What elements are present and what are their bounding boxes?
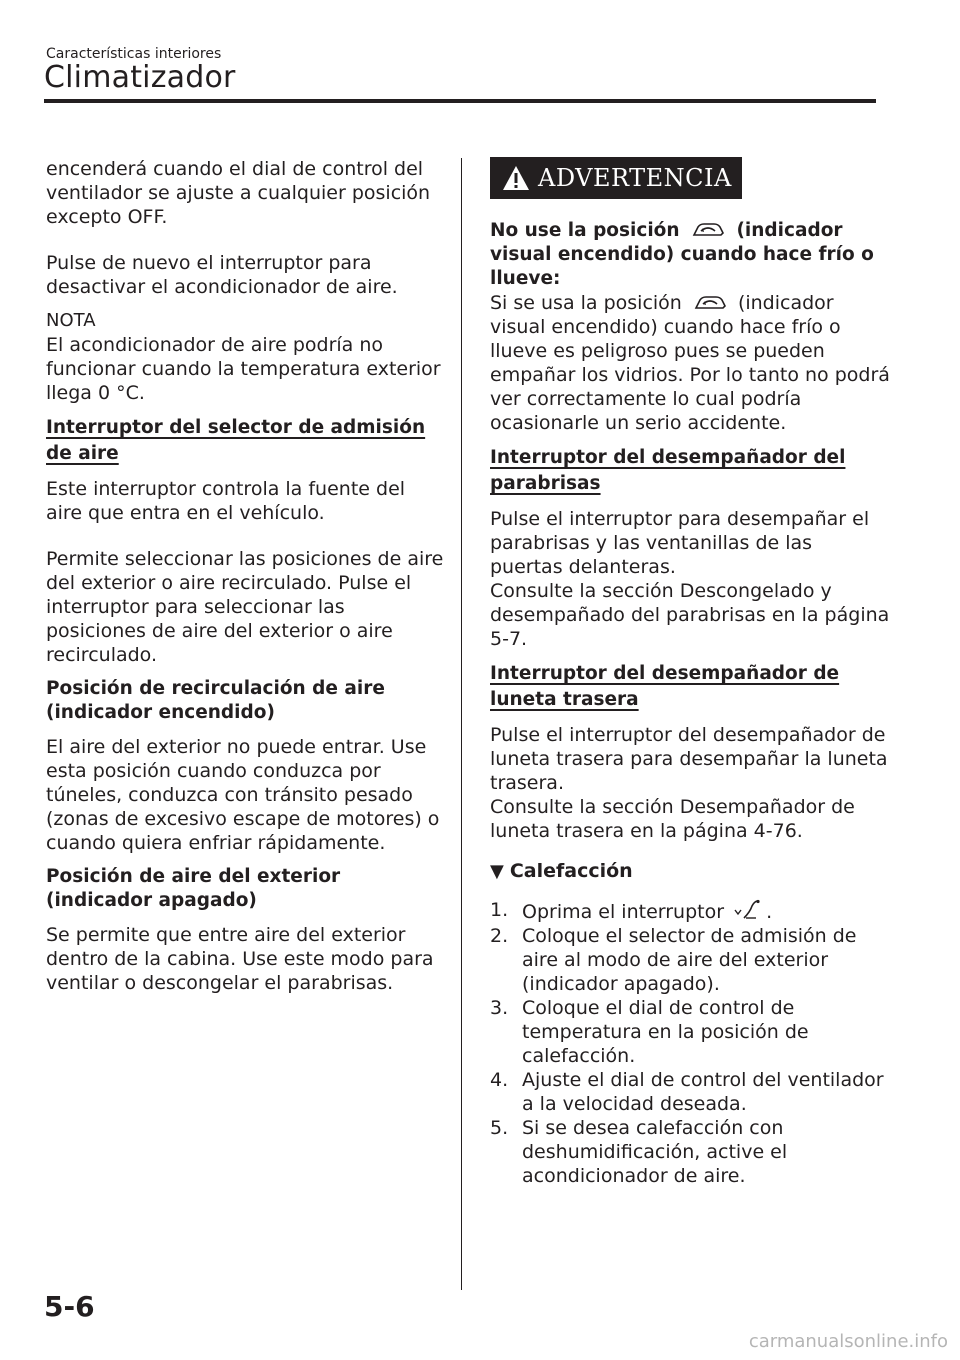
outside-heading-line2: (indicador apagado) bbox=[46, 890, 257, 911]
recirculation-icon bbox=[692, 294, 728, 312]
step-number: 5. bbox=[490, 1117, 509, 1139]
step-number: 3. bbox=[490, 997, 509, 1019]
outside-heading-line1: Posición de aire del exterior bbox=[46, 866, 341, 887]
step-text-a: Oprima el interruptor bbox=[522, 901, 725, 923]
paragraph: Consulte la sección Descongelado y desempañado del parabrisas en la página 5-7. bbox=[490, 580, 890, 650]
warning-banner bbox=[490, 157, 742, 199]
warning-bold-b: (indicador visual encendido) cuando hace frío o llueve: bbox=[490, 220, 874, 289]
paragraph: Pulse el interruptor para desempañar el parabrisas y las ventanillas de las puertas delanteras. bbox=[490, 508, 870, 578]
recirc-heading-line2: (indicador encendido) bbox=[46, 702, 275, 723]
right-column bbox=[490, 157, 890, 1188]
list-item bbox=[490, 1068, 890, 1116]
windshield-heading-line1: Interruptor del desempañador del bbox=[490, 447, 846, 468]
intake-heading-line1: Interruptor del selector de admisión bbox=[46, 417, 426, 438]
breadcrumb: Características interiores bbox=[46, 46, 222, 62]
recirc-heading-line1: Posición de recirculación de aire bbox=[46, 678, 385, 699]
heating-steps bbox=[490, 898, 890, 1188]
note-label: NOTA bbox=[46, 310, 96, 331]
page-number: 5-6 bbox=[44, 1290, 95, 1323]
warning-text-a: Si se usa la posición bbox=[490, 292, 682, 314]
step-text: Ajuste el dial de control del ventilador a la velocidad deseada. bbox=[522, 1069, 884, 1115]
warning-label: ADVERTENCIA bbox=[538, 164, 732, 192]
step-number: 2. bbox=[490, 925, 509, 947]
step-text: Coloque el selector de admisión de aire al modo de aire del exterior (indicador apagado). bbox=[522, 925, 857, 995]
paragraph: Pulse el interruptor del desempañador de luneta trasera para desempañar la luneta trasera. bbox=[490, 724, 888, 794]
heating-heading-label: Calefacción bbox=[509, 860, 633, 882]
intake-heading-line2: de aire bbox=[46, 443, 119, 464]
step-number: 4. bbox=[490, 1069, 509, 1091]
paragraph: Consulte la sección Desempañador de luneta trasera en la página 4-76. bbox=[490, 796, 855, 842]
list-item bbox=[490, 924, 890, 996]
note-text: El acondicionador de aire podría no funcionar cuando la temperatura exterior llega 0 °C. bbox=[46, 334, 441, 404]
step-text-b: . bbox=[766, 901, 773, 923]
windshield-heading bbox=[490, 445, 890, 497]
list-item bbox=[490, 996, 890, 1068]
list-item bbox=[490, 898, 890, 924]
list-item bbox=[490, 1116, 890, 1188]
heating-heading bbox=[490, 859, 890, 884]
recirculation-icon bbox=[690, 221, 726, 239]
header-rule bbox=[44, 99, 876, 103]
air-mode-icon bbox=[730, 898, 766, 922]
windshield-heading-line2: parabrisas bbox=[490, 473, 601, 494]
rear-heading-line1: Interruptor del desempañador de bbox=[490, 663, 840, 684]
column-divider bbox=[461, 158, 462, 1290]
paragraph: Permite seleccionar las posiciones de aire del exterior o aire recirculado. Pulse el interruptor para seleccionar las posiciones de aire del exterior o aire recirculado. bbox=[46, 548, 444, 666]
warning-triangle-icon bbox=[502, 165, 530, 191]
step-number: 1. bbox=[490, 899, 509, 921]
warning-bold-a: No use la posición bbox=[490, 220, 680, 241]
step-text: Si se desea calefacción con deshumidificación, active el acondicionador de aire. bbox=[522, 1117, 788, 1187]
page-title: Climatizador bbox=[44, 60, 236, 95]
warning-text-b: (indicador visual encendido) cuando hace frío o llueve es peligroso pues se pueden empañar los vidrios. Por lo tanto no podrá ver correctamente lo cual podría ocasionarle un serio accidente. bbox=[490, 292, 890, 434]
step-text: Coloque el dial de control de temperatura en la posición de calefacción. bbox=[522, 997, 809, 1067]
left-column bbox=[46, 157, 446, 995]
triangle-down-icon: ▼ bbox=[490, 861, 504, 882]
watermark: carmanualsonline.info bbox=[748, 1331, 948, 1352]
paragraph: El aire del exterior no puede entrar. Use esta posición cuando conduzca por túneles, conduzca con tránsito pesado (zonas de excesivo escape de motores) o cuando quiera enfriar rápidamente. bbox=[46, 736, 440, 854]
rear-heading-line2: luneta trasera bbox=[490, 689, 639, 710]
paragraph: Se permite que entre aire del exterior dentro de la cabina. Use este modo para ventilar o descongelar el parabrisas. bbox=[46, 924, 434, 994]
rear-heading bbox=[490, 661, 890, 713]
paragraph: Pulse de nuevo el interruptor para desactivar el acondicionador de aire. bbox=[46, 252, 398, 298]
paragraph: Este interruptor controla la fuente del aire que entra en el vehículo. bbox=[46, 478, 406, 524]
intake-heading bbox=[46, 415, 446, 467]
paragraph: encenderá cuando el dial de control del ventilador se ajuste a cualquier posición excepto OFF. bbox=[46, 158, 431, 228]
